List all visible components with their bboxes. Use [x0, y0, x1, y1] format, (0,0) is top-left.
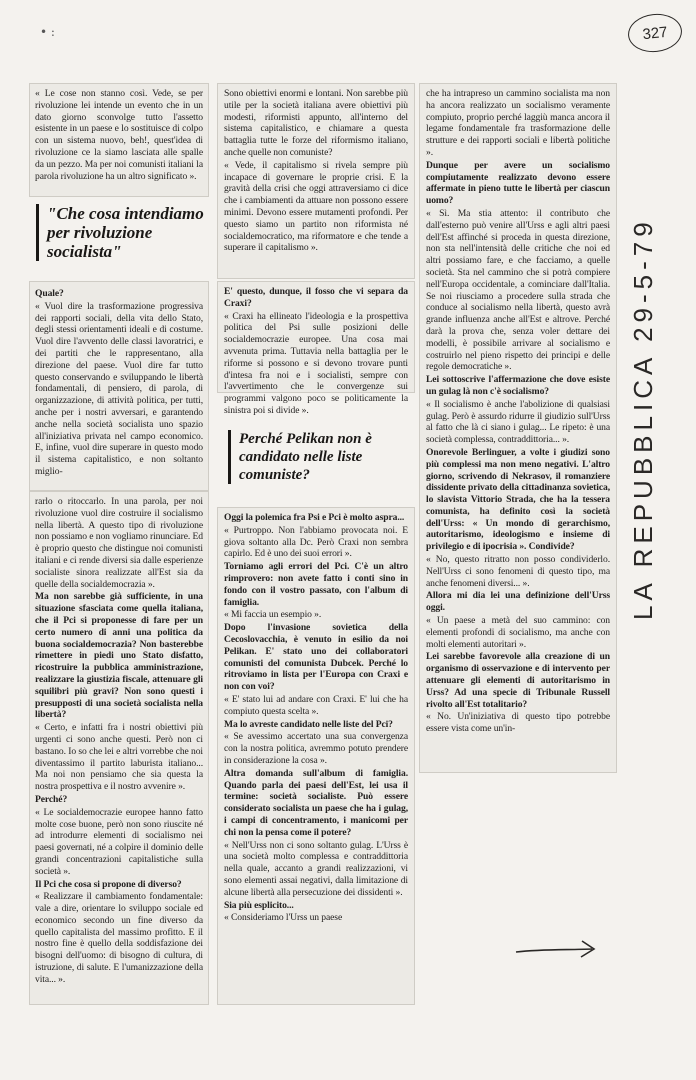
article-paragraph: Perché? [35, 793, 68, 805]
arrow-right-icon [512, 935, 602, 965]
article-paragraph: « No, questo ritratto non posso condividerlo. Nell'Urss ci sono fenomeni di questo tipo, ma anche fenomeni diversi... ». [426, 554, 610, 589]
article-paragraph: « Certo, e infatti fra i nostri obiettivi più urgenti ci sono anche questi. Però non ci bastano. Io so che lei e altri vorrebbe che noi diventassimo il partito laburista italiano... Ma noi non pensiamo che sia questa la nostra prospettiva e il nostro avvenire ». [35, 722, 203, 793]
article-paragraph: rarlo o ritoccarlo. In una parola, per noi rivoluzione vuol dire costruire il socialismo nella libertà. A questo tipo di rivoluzione non possiamo e non vogliamo rinunciare. Ed è proprio questo che distingue noi comunisti italiani e ci rende diversi sia dalle esperienze socialiste sinora realizzate all'Est sia da quelle della socialdemocrazia ». [35, 496, 203, 590]
page-number: 327 [641, 23, 669, 43]
corner-mark: • : [40, 25, 55, 39]
article-paragraph: Dunque per avere un socialismo compiutamente realizzato devono essere affermate in pieno tutte le libertà per ciascun uomo? [426, 159, 610, 207]
headline-rivoluzione-socialista: "Che cosa intendiamo per rivoluzione socialista" [36, 204, 207, 261]
article-paragraph: « Sì. Ma stia attento: il contributo che dall'esterno può venire all'Urss e agli altri paesi dell'Est affinché si proceda in questa direzione, non sta nell'intensità delle critiche che noi ed altri possiamo fare, e che facciamo, a quelle società. Sta nel cammino che si potrà compiere nell'Europa occidentale, a cominciare dall'Italia. Se noi riusciamo a procedere sulla strada che conduce al socialismo nella libertà, questo avrà grande influenza anche all'Est e altrove. Perché darà la prova che, senza voler dettare dei modelli, è possibile arrivare al socialismo e costruirlo nel pieno rispetto dei principi e delle regole democratiche ». [426, 207, 610, 373]
clipping-col1-top [30, 84, 208, 196]
article-paragraph: « Le cose non stanno così. Vede, se per rivoluzione lei intende un evento che in un dato giorno sconvolge tutto l'assetto esistente in un paese e lo sostituisce di colpo con un sistema nuovo, beh!, quest'idea di rivoluzione ce la siamo lasciata alle spalle da un pezzo. Ma per noi comunisti italiani la parola rivoluzione ha un altro significato ». [35, 88, 203, 182]
article-paragraph: « No. Un'iniziativa di questo tipo potrebbe essere vista come un'in- [426, 711, 610, 735]
article-paragraph: « Realizzare il cambiamento fondamentale: vale a dire, orientare lo sviluppo sociale ed economico secondo un fine diverso da quello capitalista del massimo profitto. E il nostro fine è quello della soddisfazione dei bisogni dell'uomo: di bisogno di cultura, di istruzione, di salute. E l'umanizzazione della vita... ». [35, 891, 203, 985]
col1-mid-text [35, 288, 203, 486]
clipping-col2-bottom [218, 508, 414, 1004]
article-paragraph: Torniamo agli errori del Pci. C'è un altro rimprovero: non avete fatto i conti sino in fondo con il vostro passato, con l'album di famiglia. [224, 561, 408, 608]
clipping-col3 [420, 84, 616, 772]
article-paragraph: Dopo l'invasione sovietica della Cecoslovacchia, è venuto in esilio da noi Pelikan. E' stato uno dei collaboratori comunisti del comunista Dubcek. Perché lo ritroviamo in lista per l'Europa con Craxi e non con voi? [224, 622, 408, 693]
col1-top-text [35, 88, 203, 194]
article-paragraph: « Mi faccia un esempio ». [224, 609, 322, 621]
col2-mid-text [224, 286, 408, 416]
article-paragraph: « Le socialdemocrazie europee hanno fatto molte cose buone, però non sono riuscite né ad introdurre elementi di socialismo nei paesi governati, né a colpire il dominio delle grandi concentrazioni capitalistiche sulla società ». [35, 806, 203, 877]
article-paragraph: Ma lo avreste candidato nelle liste del Pci? [224, 718, 393, 730]
article-paragraph: Altra domanda sull'album di famiglia. Quando parla dei paesi dell'Est, lei usa il termine: società socialiste. Può essere considerato socialista un paese che ha i gulag, i campi di concentramento, i manicomi per chi non la pensa come il potere? [224, 767, 408, 838]
article-paragraph: « Se avessimo accertato una sua convergenza con la nostra politica, avremmo potuto prendere in considerazione la cosa ». [224, 731, 408, 766]
article-paragraph: che ha intrapreso un cammino socialista ma non ha ancora realizzato un socialismo veramente compiuto, proprio perché laggiù manca ancora il legame fondamentale fra trasformazione delle strutture e dei rapporti sociali e libertà politiche ». [426, 88, 610, 158]
clipping-col2-mid [218, 282, 414, 416]
article-paragraph: Lei sottoscrive l'affermazione che dove esiste un gulag là non c'è socialismo? [426, 374, 610, 397]
article-paragraph: « Il socialismo è anche l'abolizione di qualsiasi gulag. Però è assurdo ridurre il giudizio sull'Urss al fatto che là ci siano i gulag... Le ripeto: è una società complessa, contraddittoria... ». [426, 398, 610, 446]
article-paragraph: Ma non sarebbe già sufficiente, in una situazione sfasciata come quella italiana, che il Pci si proponesse di fare per un certo numero di anni una politica da buona socialdemocrazia? Non basterebbe rimettere in piedi uno Stato disfatto, ricostruire la pubblica amministrazione, realizzare la giustizia fiscale, attenuare gli squilibri più gravi? Non sono questi i presupposti di una società socialista nella libertà? [35, 591, 203, 721]
article-paragraph: Sono obiettivi enormi e lontani. Non sarebbe più utile per la società italiana avere obiettivi più modesti, riformisti appunto, all'interno del sistema capitalistico, e chiamare a questa battaglia tutte le forze del riformismo italiano, anche quelle non comuniste? [224, 88, 408, 158]
headline-pelikan: Perché Pelikan non è candidato nelle liste comuniste? [228, 430, 409, 484]
article-paragraph: Quale? [35, 288, 64, 299]
article-paragraph: « Nell'Urss non ci sono soltanto gulag. L'Urss è una società molto complessa e contraddittoria nella quale, accanto a grandi realizzazioni, vi sono elementi assai negativi, dalla limitazione di alcune libertà alla persecuzione dei dissidenti ». [224, 839, 408, 898]
article-paragraph: Il Pci che cosa si propone di diverso? [35, 878, 182, 890]
article-paragraph: Allora mi dia lei una definizione dell'Urss oggi. [426, 590, 610, 614]
article-paragraph: « E' stato lui ad andare con Craxi. E' lui che ha compiuto questa scelta ». [224, 693, 408, 717]
col1-bottom-text [35, 496, 203, 1002]
article-paragraph: Onorevole Berlinguer, a volte i giudizi sono più complessi ma non meno negativi. L'altro giorno, scrivendo di Nekrasov, il romanziere dissidente privato della cittadinanza sovietica, lo slavista Vittorio Strada, che ha la tessera comunista, ha definito così la società dell'Urss: « Un mondo di gerarchismo, autoritarismo, ideologismo e insieme di privilegio e di ipocrisia ». Condivide? [426, 446, 610, 553]
article-paragraph: « Vede, il capitalismo si rivela sempre più incapace di governare le proprie crisi. E la gravità della crisi che oggi attraversiamo ci dice che i cambiamenti da attuare non possono essere minimi. Devono essere mutamenti profondi. Per questo siamo un partito non riformista né socialdemocratico, ma riformatore e che tende a superare il capitalismo ». [224, 159, 408, 254]
col3-text [426, 88, 610, 770]
clipping-col2-top [218, 84, 414, 278]
page-number-stamp [626, 11, 684, 54]
clipping-col1-mid [30, 282, 208, 490]
col2-top-text [224, 88, 408, 276]
col2-bottom-text [224, 512, 408, 1002]
article-paragraph: E' questo, dunque, il fosso che vi separa da Craxi? [224, 286, 408, 309]
handwritten-source-note: LA REPUBBLICA 29-5-79 [628, 217, 658, 620]
article-paragraph: « Vuol dire la trasformazione progressiva dei rapporti sociali, della vita dello Stato, degli stessi orientamenti ideali e di costume. Vuol dire l'avvento delle classi lavoratrici, e dei partiti che le rappresentano, alla direzione del paese. Vuol dire far tutto questo conservando e sviluppando le libertà fondamentali, di pensiero, di parola, di organizzazione, di attività politica, per tutti, anche per i nostri avversari, e garantendo anche nella società socialista uno spazio all'iniziativa privata nel campo economico. E, infine, vuol dire superare in questo modo il sistema capitalistico, e non soltanto miglio- [35, 300, 203, 477]
article-paragraph: « Craxi ha ellineato l'ideologia e la prospettiva politica del Psi sulle posizioni delle socialdemocrazie europee. Una cosa mai avvenuta prima. Tuttavia nella battaglia per le riforme si possono e si devono trovare punti d'intesa fra noi e i socialisti, sempre con l'avvertimento che le convergenze sui programmi valgono poco se politicamente la sinistra poi si divide ». [224, 310, 408, 416]
article-paragraph: Lei sarebbe favorevole alla creazione di un organismo di osservazione e di intervento per attenuare gli elementi di autoritarismo in Urss? Ad una specie di Tribunale Russell rivolto all'Est totalitario? [426, 651, 610, 710]
article-paragraph: « Consideriamo l'Urss un paese [224, 912, 343, 924]
article-paragraph: « Un paese a metà del suo cammino: con elementi profondi di socialismo, ma anche con molti elementi autoritari ». [426, 615, 610, 650]
article-paragraph: « Purtroppo. Non l'abbiamo provocata noi. E giova soltanto alla Dc. Però Craxi non sembra capirlo. Ed è uno dei suoi errori ». [224, 524, 408, 560]
article-paragraph: Oggi la polemica fra Psi e Pci è molto aspra... [224, 512, 405, 523]
clipping-col1-bottom [30, 492, 208, 1004]
article-paragraph: Sia più esplicito... [224, 899, 294, 911]
